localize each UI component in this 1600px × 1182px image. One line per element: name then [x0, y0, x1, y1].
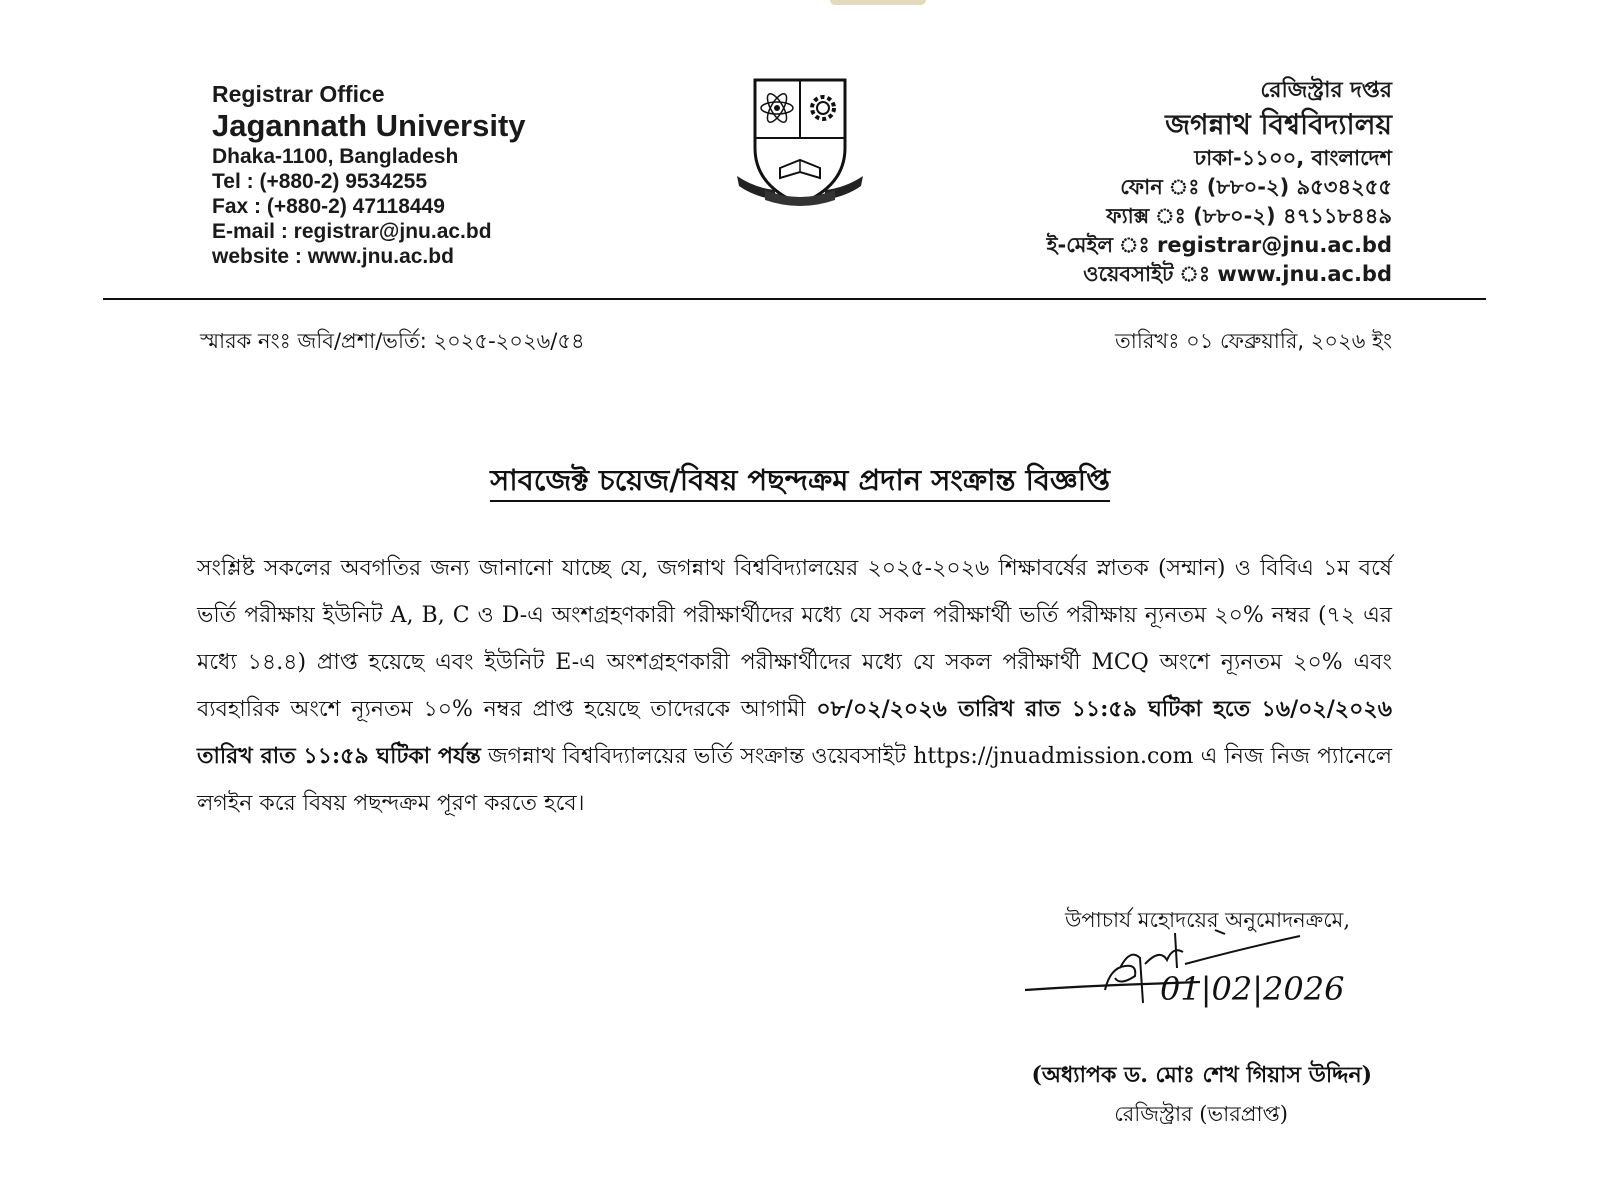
fax-en: Fax : (+880-2) 47118449: [212, 195, 445, 218]
tel-en: Tel : (+880-2) 9534255: [212, 170, 427, 193]
signatory-name: (অধ্যাপক ড. মোঃ শেখ গিয়াস উদ্দিন): [1031, 1062, 1372, 1088]
body-part-2: জগন্নাথ বিশ্ববিদ্যালয়ের ভর্তি সংক্রান্ত ওয়েবসাইট https://jnuadmission.com এ নিজ নিজ প্যানেলে লগইন করে বিষয় পছন্দক্রম পূরণ করতে হবে।: [197, 744, 1392, 816]
fax-bn: ফ্যাক্স ঃ (৮৮০-২) ৪৭১১৮৪৪৯: [1106, 204, 1392, 228]
email-en: E-mail : registrar@jnu.ac.bd: [212, 220, 492, 243]
notice-title-text: সাবজেক্ট চয়েজ/বিষয় পছন্দক্রম প্রদান সংক্রান্ত বিজ্ঞপ্তি: [490, 463, 1110, 502]
website-en: website : www.jnu.ac.bd: [212, 245, 454, 268]
office-name-bn: রেজিস্ট্রার দপ্তর: [1260, 78, 1392, 103]
header-english: [212, 80, 526, 269]
signatory-title: রেজিস্ট্রার (ভারপ্রাপ্ত): [1114, 1102, 1288, 1126]
office-name-en: Registrar Office: [212, 81, 385, 107]
handwritten-signature: [1025, 928, 1395, 1038]
address-bn: ঢাকা-১১০০, বাংলাদেশ: [1194, 146, 1392, 170]
memo-number: স্মারক নংঃ জবি/প্রশা/ভর্তি: ২০২৫-২০২৬/৫৪: [200, 329, 585, 353]
header-bangla: [1047, 76, 1392, 289]
address-en: Dhaka-1100, Bangladesh: [212, 145, 459, 168]
top-edge-mark: [830, 0, 926, 5]
email-bn: ই-মেইল ঃ registrar@jnu.ac.bd: [1046, 233, 1392, 257]
body-period-bold: ০৮/০২/২০২৬ তারিখ রাত ১১:৫৯ ঘটিকা হতে ১৬/০২/২০২৬ তারিখ রাত ১১:৫৯ ঘটিকা পর্যন্ত: [197, 696, 1392, 769]
notice-date: তারিখঃ ০১ ফেব্রুয়ারি, ২০২৬ ইং: [1115, 329, 1392, 353]
approval-line: উপাচার্য মহোদয়ের অনুমোদনক্রমে,: [1065, 908, 1350, 932]
body-part-1: সংশ্লিষ্ট সকলের অবগতির জন্য জানানো যাচ্ছে যে, জগন্নাথ বিশ্ববিদ্যালয়ের ২০২৫-২০২৬ শিক্ষাবর্ষের স্নাতক (সম্মান) ও বিবিএ ১ম বর্ষে ভর্তি পরীক্ষায় ইউনিট A, B, C ও D-এ অংশগ্রহণকারী পরীক্ষার্থীদের মধ্যে যে সকল পরীক্ষার্থী ভর্তি পরীক্ষায় ন্যূনতম ২০% নম্বর (৭২ এর মধ্যে ১৪.৪) প্রাপ্ত হয়েছে এবং ইউনিট E-এ অংশগ্রহণকারী পরীক্ষার্থীদের মধ্যে যে সকল পরীক্ষার্থী MCQ অংশে ন্যূনতম ২০% এবং ব্যবহারিক অংশে ন্যূনতম ১০% নম্বর প্রাপ্ত হয়েছে তাদেরকে আগামী: [197, 556, 1392, 722]
phone-bn: ফোন ঃ (৮৮০-২) ৯৫৩৪২৫৫: [1120, 175, 1392, 199]
notice-title: [0, 458, 1600, 507]
notice-body: [197, 545, 1392, 827]
website-bn: ওয়েবসাইট ঃ www.jnu.ac.bd: [1083, 262, 1392, 286]
signature-date: 01|02|2026: [1160, 970, 1345, 1008]
header-divider: [103, 298, 1486, 300]
university-seal-icon: [735, 78, 865, 208]
university-name-bn: জগন্নাথ বিশ্ববিদ্যালয়: [1165, 108, 1392, 141]
university-name-en: Jagannath University: [212, 108, 526, 143]
